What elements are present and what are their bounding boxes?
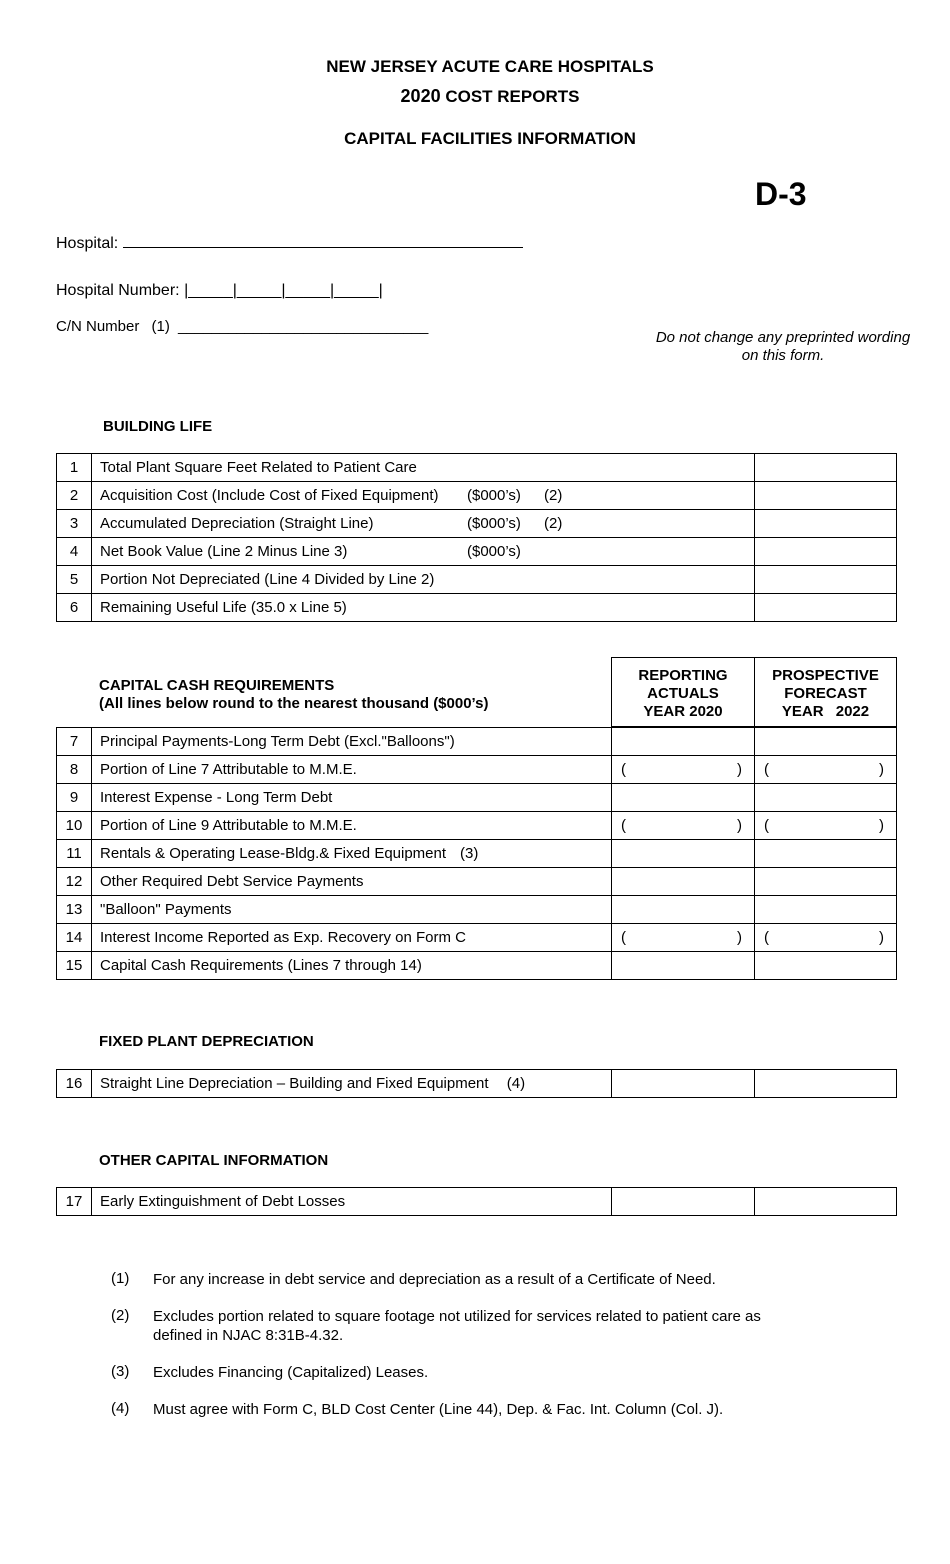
line-description <box>92 594 755 622</box>
line-description <box>92 728 612 756</box>
capital-cash-table <box>56 727 897 980</box>
prospective-forecast-cell[interactable] <box>755 1188 897 1216</box>
reporting-actuals-cell[interactable] <box>612 896 755 924</box>
building-life-title: BUILDING LIFE <box>103 418 213 435</box>
line-footnote-ref: (2) <box>544 487 563 504</box>
line-number: 13 <box>57 896 92 924</box>
line-description <box>92 952 612 980</box>
line-description: Early Extinguishment of Debt Losses <box>92 1188 612 1216</box>
line-description-text: Interest Income Reported as Exp. Recovery on Form C <box>100 929 466 946</box>
open-paren: ( <box>764 761 769 778</box>
reporting-actuals-cell[interactable] <box>612 1070 755 1098</box>
close-paren: ) <box>879 761 884 778</box>
col2-line2: FORECAST <box>784 685 867 702</box>
building-life-table <box>56 453 897 622</box>
table-row <box>57 756 897 784</box>
line-number: 12 <box>57 868 92 896</box>
line-description-text: Total Plant Square Feet Related to Patient Care <box>100 459 417 476</box>
line-number: 2 <box>57 482 92 510</box>
line-description-text: Rentals & Operating Lease-Bldg.& Fixed Equipment <box>100 845 447 862</box>
footnote-text: For any increase in debt service and depreciation as a result of a Certificate of Need. <box>153 1271 716 1288</box>
line-footnote-ref: (4) <box>506 1075 526 1092</box>
line-description <box>92 812 612 840</box>
cn-number-field <box>56 318 428 335</box>
fixed-plant-table <box>56 1069 897 1098</box>
prospective-forecast-header <box>755 667 896 721</box>
line-number: 11 <box>57 840 92 868</box>
preprinted-notice: Do not change any preprinted wording on this form. <box>655 329 911 364</box>
col2-year-value: 2022 <box>835 703 870 720</box>
form-code: D-3 <box>755 176 807 212</box>
line-description-text: Remaining Useful Life (35.0 x Line 5) <box>100 599 347 616</box>
line-description-text: Portion of Line 9 Attributable to M.M.E. <box>100 817 357 834</box>
reporting-actuals-cell[interactable] <box>612 1188 755 1216</box>
footnote <box>111 1400 831 1420</box>
report-year: 2020 <box>400 86 441 106</box>
line-number: 15 <box>57 952 92 980</box>
line-number: 8 <box>57 756 92 784</box>
line-description-text: Accumulated Depreciation (Straight Line) <box>100 515 374 532</box>
line-description <box>92 482 755 510</box>
line-description <box>92 454 755 482</box>
line-number: 6 <box>57 594 92 622</box>
reporting-actuals-cell[interactable] <box>612 952 755 980</box>
form-subtitle <box>0 86 950 107</box>
footnote-key: (1) <box>111 1270 130 1287</box>
footnote-key: (3) <box>111 1363 130 1380</box>
table-row <box>57 594 897 622</box>
other-capital-title: OTHER CAPITAL INFORMATION <box>99 1152 329 1169</box>
table-row <box>57 840 897 868</box>
line-description <box>92 756 612 784</box>
table-row <box>57 566 897 594</box>
open-paren: ( <box>621 817 626 834</box>
table-row <box>57 812 897 840</box>
line-description-text: Net Book Value (Line 2 Minus Line 3) <box>100 543 348 560</box>
line-description <box>92 1070 612 1098</box>
footnote <box>111 1307 831 1347</box>
hospital-field <box>56 234 523 253</box>
line-description <box>92 896 612 924</box>
reporting-actuals-cell[interactable] <box>612 840 755 868</box>
reporting-actuals-cell[interactable] <box>612 784 755 812</box>
value-cell[interactable] <box>755 594 897 622</box>
hospital-number-input[interactable]: |_____|_____|_____|_____| <box>184 282 383 299</box>
col1-line2: ACTUALS <box>647 685 719 702</box>
prospective-forecast-cell[interactable] <box>755 924 897 952</box>
table-row <box>57 784 897 812</box>
line-description-text: Principal Payments-Long Term Debt (Excl."Balloons") <box>100 733 455 750</box>
prospective-forecast-cell[interactable] <box>755 952 897 980</box>
col2-year-label: YEAR <box>781 703 824 720</box>
value-cell[interactable] <box>755 538 897 566</box>
open-paren: ( <box>621 761 626 778</box>
line-description <box>92 868 612 896</box>
close-paren: ) <box>879 929 884 946</box>
close-paren: ) <box>737 761 742 778</box>
close-paren: ) <box>737 929 742 946</box>
line-number: 16 <box>57 1070 92 1098</box>
line-unit: ($000’s) <box>467 543 521 560</box>
line-number: 17 <box>57 1188 92 1216</box>
prospective-forecast-cell[interactable] <box>755 812 897 840</box>
line-description-text: Capital Cash Requirements (Lines 7 through 14) <box>100 957 422 974</box>
footnote <box>111 1270 831 1290</box>
line-number: 10 <box>57 812 92 840</box>
line-description-text: "Balloon" Payments <box>100 901 232 918</box>
form-title: NEW JERSEY ACUTE CARE HOSPITALS <box>326 57 654 76</box>
table-row <box>57 868 897 896</box>
line-unit: ($000’s) <box>467 515 521 532</box>
cn-number-ref: (1) <box>151 318 170 335</box>
line-description-text: Other Required Debt Service Payments <box>100 873 364 890</box>
reporting-actuals-cell[interactable] <box>612 868 755 896</box>
reporting-actuals-cell[interactable] <box>612 812 755 840</box>
line-footnote-ref: (3) <box>460 845 479 862</box>
line-footnote-ref: (2) <box>544 515 563 532</box>
line-number: 5 <box>57 566 92 594</box>
capital-cash-header-box <box>611 657 897 727</box>
prospective-forecast-cell[interactable] <box>755 896 897 924</box>
col2-line3 <box>755 703 896 721</box>
hospital-number-label: Hospital Number: <box>56 282 180 299</box>
footnote-key: (4) <box>111 1400 130 1417</box>
table-row <box>57 1188 897 1216</box>
hospital-label: Hospital: <box>56 235 119 252</box>
table-row <box>57 538 897 566</box>
line-number: 4 <box>57 538 92 566</box>
footnote <box>111 1363 831 1383</box>
line-number: 9 <box>57 784 92 812</box>
open-paren: ( <box>764 817 769 834</box>
line-description-text: Acquisition Cost (Include Cost of Fixed Equipment) <box>100 487 439 504</box>
prospective-forecast-cell[interactable] <box>755 756 897 784</box>
footnote-key: (2) <box>111 1307 130 1324</box>
footnote-text: Excludes portion related to square footage not utilized for services related to patient care as defined in NJAC 8:31B-4.32. <box>153 1308 761 1344</box>
open-paren: ( <box>764 929 769 946</box>
col1-year-label: YEAR <box>643 703 686 720</box>
line-description <box>92 924 612 952</box>
cn-number-label: C/N Number <box>56 318 140 335</box>
prospective-forecast-cell[interactable] <box>755 1070 897 1098</box>
table-row <box>57 510 897 538</box>
line-number: 1 <box>57 454 92 482</box>
line-description <box>92 840 612 868</box>
capital-cash-title: CAPITAL CASH REQUIREMENTS <box>99 677 335 694</box>
line-description <box>92 566 755 594</box>
line-description <box>92 510 755 538</box>
line-unit: ($000’s) <box>467 487 521 504</box>
line-number: 14 <box>57 924 92 952</box>
table-row <box>57 924 897 952</box>
line-description <box>92 784 612 812</box>
prospective-forecast-cell[interactable] <box>755 784 897 812</box>
report-type: COST REPORTS <box>445 87 580 106</box>
table-row <box>57 896 897 924</box>
line-description-text: Portion of Line 7 Attributable to M.M.E. <box>100 761 357 778</box>
hospital-input[interactable] <box>123 234 523 248</box>
table-row <box>57 482 897 510</box>
footnote-text: Must agree with Form C, BLD Cost Center (Line 44), Dep. & Fac. Int. Column (Col. J). <box>153 1401 724 1418</box>
hospital-number-field <box>56 282 383 300</box>
form-section-title: CAPITAL FACILITIES INFORMATION <box>344 129 636 148</box>
close-paren: ) <box>879 817 884 834</box>
cn-number-input[interactable]: ______________________________ <box>178 318 429 335</box>
table-row <box>57 454 897 482</box>
table-row <box>57 728 897 756</box>
table-row <box>57 952 897 980</box>
other-capital-table <box>56 1187 897 1216</box>
open-paren: ( <box>621 929 626 946</box>
reporting-actuals-header <box>612 667 754 721</box>
prospective-forecast-cell[interactable] <box>755 840 897 868</box>
line-description-text: Portion Not Depreciated (Line 4 Divided by Line 2) <box>100 571 435 588</box>
col1-line1: REPORTING <box>638 667 728 684</box>
reporting-actuals-cell[interactable] <box>612 728 755 756</box>
col2-line1: PROSPECTIVE <box>772 667 879 684</box>
capital-cash-subtitle: (All lines below round to the nearest thousand ($000’s) <box>99 695 489 712</box>
table-row <box>57 1070 897 1098</box>
reporting-actuals-cell[interactable] <box>612 924 755 952</box>
footnote-text: Excludes Financing (Capitalized) Leases. <box>153 1364 429 1381</box>
col1-line3 <box>612 703 754 721</box>
line-description-text: Interest Expense - Long Term Debt <box>100 789 333 806</box>
line-description <box>92 538 755 566</box>
value-cell[interactable] <box>755 454 897 482</box>
col1-year-value: 2020 <box>689 703 723 720</box>
value-cell[interactable] <box>755 482 897 510</box>
line-description-text: Straight Line Depreciation – Building and Fixed Equipment <box>100 1075 489 1092</box>
prospective-forecast-cell[interactable] <box>755 868 897 896</box>
value-cell[interactable] <box>755 510 897 538</box>
line-number: 7 <box>57 728 92 756</box>
fixed-plant-title: FIXED PLANT DEPRECIATION <box>99 1033 314 1050</box>
line-number: 3 <box>57 510 92 538</box>
reporting-actuals-cell[interactable] <box>612 756 755 784</box>
prospective-forecast-cell[interactable] <box>755 728 897 756</box>
close-paren: ) <box>737 817 742 834</box>
value-cell[interactable] <box>755 566 897 594</box>
